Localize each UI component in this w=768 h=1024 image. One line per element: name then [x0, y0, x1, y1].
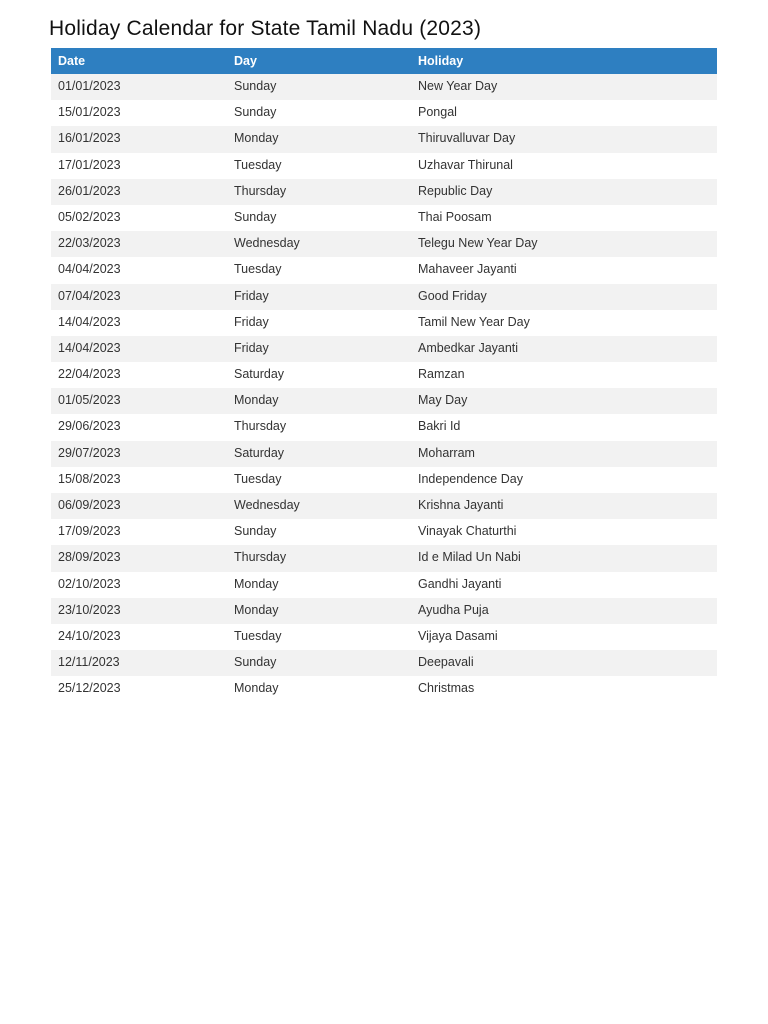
date-cell: 06/09/2023 — [51, 493, 227, 519]
day-cell: Sunday — [227, 519, 411, 545]
holiday-cell: Uzhavar Thirunal — [411, 153, 717, 179]
page-title: Holiday Calendar for State Tamil Nadu (2023) — [49, 17, 482, 40]
date-cell: 07/04/2023 — [51, 284, 227, 310]
date-cell: 22/04/2023 — [51, 362, 227, 388]
holiday-table — [51, 48, 717, 703]
column-header-day: Day — [227, 48, 411, 74]
date-cell: 05/02/2023 — [51, 205, 227, 231]
table-row — [51, 284, 717, 310]
date-cell: 17/09/2023 — [51, 519, 227, 545]
date-cell: 15/08/2023 — [51, 467, 227, 493]
table-row — [51, 493, 717, 519]
date-cell: 12/11/2023 — [51, 650, 227, 676]
day-cell: Wednesday — [227, 231, 411, 257]
day-cell: Monday — [227, 126, 411, 152]
day-cell: Friday — [227, 284, 411, 310]
date-cell: 29/07/2023 — [51, 441, 227, 467]
holiday-cell: Christmas — [411, 676, 717, 702]
column-header-holiday: Holiday — [411, 48, 717, 74]
table-row — [51, 545, 717, 571]
table-row — [51, 467, 717, 493]
holiday-cell: Deepavali — [411, 650, 717, 676]
holiday-cell: Telegu New Year Day — [411, 231, 717, 257]
date-cell: 04/04/2023 — [51, 257, 227, 283]
table-row — [51, 598, 717, 624]
table-row — [51, 519, 717, 545]
day-cell: Wednesday — [227, 493, 411, 519]
day-cell: Thursday — [227, 414, 411, 440]
holiday-cell: Ramzan — [411, 362, 717, 388]
date-cell: 02/10/2023 — [51, 572, 227, 598]
day-cell: Sunday — [227, 74, 411, 100]
holiday-cell: Vijaya Dasami — [411, 624, 717, 650]
holiday-cell: Independence Day — [411, 467, 717, 493]
table-row — [51, 441, 717, 467]
table-header — [51, 48, 717, 74]
table-body — [51, 74, 717, 703]
day-cell: Tuesday — [227, 153, 411, 179]
table-row — [51, 676, 717, 702]
date-cell: 14/04/2023 — [51, 336, 227, 362]
table-row — [51, 362, 717, 388]
column-header-date: Date — [51, 48, 227, 74]
day-cell: Saturday — [227, 441, 411, 467]
day-cell: Monday — [227, 388, 411, 414]
holiday-cell: Thiruvalluvar Day — [411, 126, 717, 152]
holiday-cell: New Year Day — [411, 74, 717, 100]
date-cell: 14/04/2023 — [51, 310, 227, 336]
holiday-cell: Gandhi Jayanti — [411, 572, 717, 598]
day-cell: Tuesday — [227, 624, 411, 650]
table-row — [51, 74, 717, 100]
holiday-cell: Vinayak Chaturthi — [411, 519, 717, 545]
holiday-cell: Moharram — [411, 441, 717, 467]
holiday-cell: Id e Milad Un Nabi — [411, 545, 717, 571]
holiday-cell: Mahaveer Jayanti — [411, 257, 717, 283]
day-cell: Tuesday — [227, 257, 411, 283]
table-row — [51, 310, 717, 336]
day-cell: Thursday — [227, 179, 411, 205]
date-cell: 15/01/2023 — [51, 100, 227, 126]
day-cell: Monday — [227, 572, 411, 598]
day-cell: Monday — [227, 598, 411, 624]
holiday-cell: Ayudha Puja — [411, 598, 717, 624]
table-row — [51, 126, 717, 152]
date-cell: 22/03/2023 — [51, 231, 227, 257]
day-cell: Sunday — [227, 650, 411, 676]
table-row — [51, 650, 717, 676]
holiday-cell: Bakri Id — [411, 414, 717, 440]
table-row — [51, 388, 717, 414]
table-row — [51, 153, 717, 179]
table-row — [51, 205, 717, 231]
table-row — [51, 624, 717, 650]
holiday-cell: May Day — [411, 388, 717, 414]
date-cell: 23/10/2023 — [51, 598, 227, 624]
header-row — [51, 48, 717, 74]
date-cell: 29/06/2023 — [51, 414, 227, 440]
date-cell: 16/01/2023 — [51, 126, 227, 152]
table-row — [51, 336, 717, 362]
day-cell: Thursday — [227, 545, 411, 571]
date-cell: 26/01/2023 — [51, 179, 227, 205]
day-cell: Friday — [227, 336, 411, 362]
day-cell: Monday — [227, 676, 411, 702]
table-row — [51, 572, 717, 598]
table-row — [51, 414, 717, 440]
holiday-cell: Ambedkar Jayanti — [411, 336, 717, 362]
day-cell: Sunday — [227, 205, 411, 231]
day-cell: Tuesday — [227, 467, 411, 493]
holiday-cell: Pongal — [411, 100, 717, 126]
table-row — [51, 100, 717, 126]
table-row — [51, 257, 717, 283]
holiday-cell: Krishna Jayanti — [411, 493, 717, 519]
holiday-cell: Tamil New Year Day — [411, 310, 717, 336]
holiday-cell: Good Friday — [411, 284, 717, 310]
day-cell: Friday — [227, 310, 411, 336]
date-cell: 25/12/2023 — [51, 676, 227, 702]
day-cell: Sunday — [227, 100, 411, 126]
day-cell: Saturday — [227, 362, 411, 388]
date-cell: 28/09/2023 — [51, 545, 227, 571]
date-cell: 17/01/2023 — [51, 153, 227, 179]
date-cell: 01/05/2023 — [51, 388, 227, 414]
date-cell: 24/10/2023 — [51, 624, 227, 650]
date-cell: 01/01/2023 — [51, 74, 227, 100]
holiday-cell: Thai Poosam — [411, 205, 717, 231]
holiday-cell: Republic Day — [411, 179, 717, 205]
table-row — [51, 179, 717, 205]
table-row — [51, 231, 717, 257]
